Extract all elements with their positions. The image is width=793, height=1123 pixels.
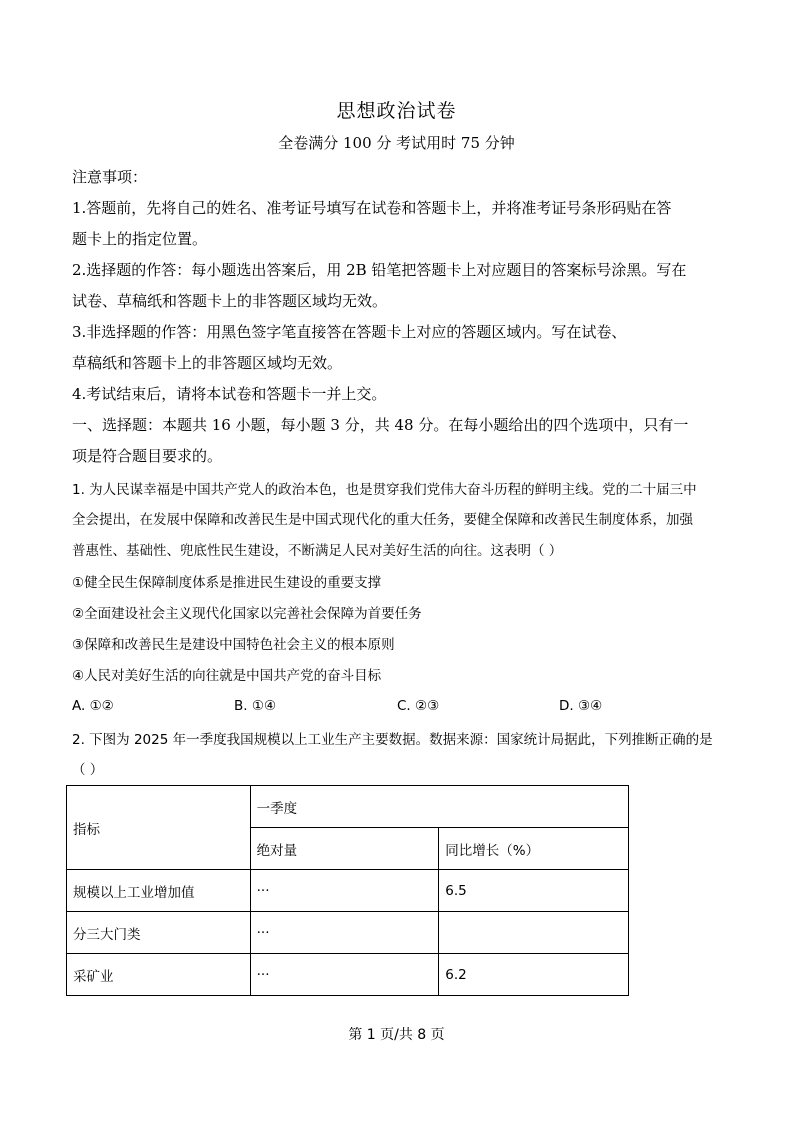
table-cell: ··· <box>250 954 439 996</box>
table-cell: 6.5 <box>439 870 629 912</box>
table-header-period: 一季度 <box>250 786 628 828</box>
table-row <box>67 870 629 912</box>
table-cell: ··· <box>250 870 439 912</box>
section-heading: 项是符合题目要求的。 <box>72 447 223 465</box>
question-text: 1. 为人民谋幸福是中国共产党人的政治本色，也是贯穿我们党伟大奋斗历程的鲜明主线。党的二十届三中 <box>72 482 697 498</box>
question-text: （ ） <box>72 762 104 778</box>
table-cell <box>439 912 629 954</box>
table-cell: 分三大门类 <box>67 912 251 954</box>
notice-line: 1.答题前，先将自己的姓名、准考证号填写在试卷和答题卡上，并将准考证号条形码贴在答 <box>72 199 672 217</box>
notice-line: 试卷、草稿纸和答题卡上的非答题区域均无效。 <box>72 292 388 310</box>
option-b: B. ①④ <box>234 698 277 714</box>
statement: ①健全民生保障制度体系是推进民生建设的重要支撑 <box>72 575 382 591</box>
option-a: A. ①② <box>72 698 114 714</box>
table-header-absolute: 绝对量 <box>250 828 439 870</box>
section-heading: 一、选择题：本题共 16 小题，每小题 3 分，共 48 分。在每小题给出的四个选项中，只有一 <box>72 416 689 434</box>
notice-line: 题卡上的指定位置。 <box>72 230 208 248</box>
table-cell: 采矿业 <box>67 954 251 996</box>
question-text: 普惠性、基础性、兜底性民生建设，不断满足人民对美好生活的向往。这表明（ ） <box>72 543 563 559</box>
page-title: 思想政治试卷 <box>336 100 457 122</box>
option-d: D. ③④ <box>559 698 603 714</box>
table-row <box>67 954 629 996</box>
table-row <box>67 786 629 828</box>
notice-heading: 注意事项： <box>72 168 148 186</box>
statement: ④人民对美好生活的向往就是中国共产党的奋斗目标 <box>72 668 382 684</box>
answer-options <box>72 698 732 718</box>
table-row <box>67 912 629 954</box>
question-text: 全会提出，在发展中保障和改善民生是中国式现代化的重大任务，要健全保障和改善民生制度体系，加强 <box>72 512 693 528</box>
option-c: C. ②③ <box>397 698 440 714</box>
table-cell: ··· <box>250 912 439 954</box>
exam-subtitle: 全卷满分 100 分 考试用时 75 分钟 <box>278 134 515 152</box>
table-cell: 6.2 <box>439 954 629 996</box>
table-cell: 规模以上工业增加值 <box>67 870 251 912</box>
table-header-indicator: 指标 <box>67 786 251 870</box>
notice-line: 4.考试结束后，请将本试卷和答题卡一并上交。 <box>72 385 387 403</box>
statement: ②全面建设社会主义现代化国家以完善社会保障为首要任务 <box>72 606 422 622</box>
data-table <box>66 785 629 996</box>
page-number: 第 1 页/共 8 页 <box>348 1027 445 1043</box>
notice-line: 3.非选择题的作答：用黑色签字笔直接答在答题卡上对应的答题区域内。写在试卷、 <box>72 323 627 341</box>
notice-line: 草稿纸和答题卡上的非答题区域均无效。 <box>72 354 343 372</box>
table-header-growth: 同比增长（%） <box>439 828 629 870</box>
statement: ③保障和改善民生是建设中国特色社会主义的根本原则 <box>72 637 395 653</box>
question-text: 2. 下图为 2025 年一季度我国规模以上工业生产主要数据。数据来源：国家统计局据此，下列推断正确的是 <box>72 732 713 748</box>
notice-line: 2.选择题的作答：每小题选出答案后，用 2B 铅笔把答题卡上对应题目的答案标号涂黑。写在 <box>72 261 687 279</box>
